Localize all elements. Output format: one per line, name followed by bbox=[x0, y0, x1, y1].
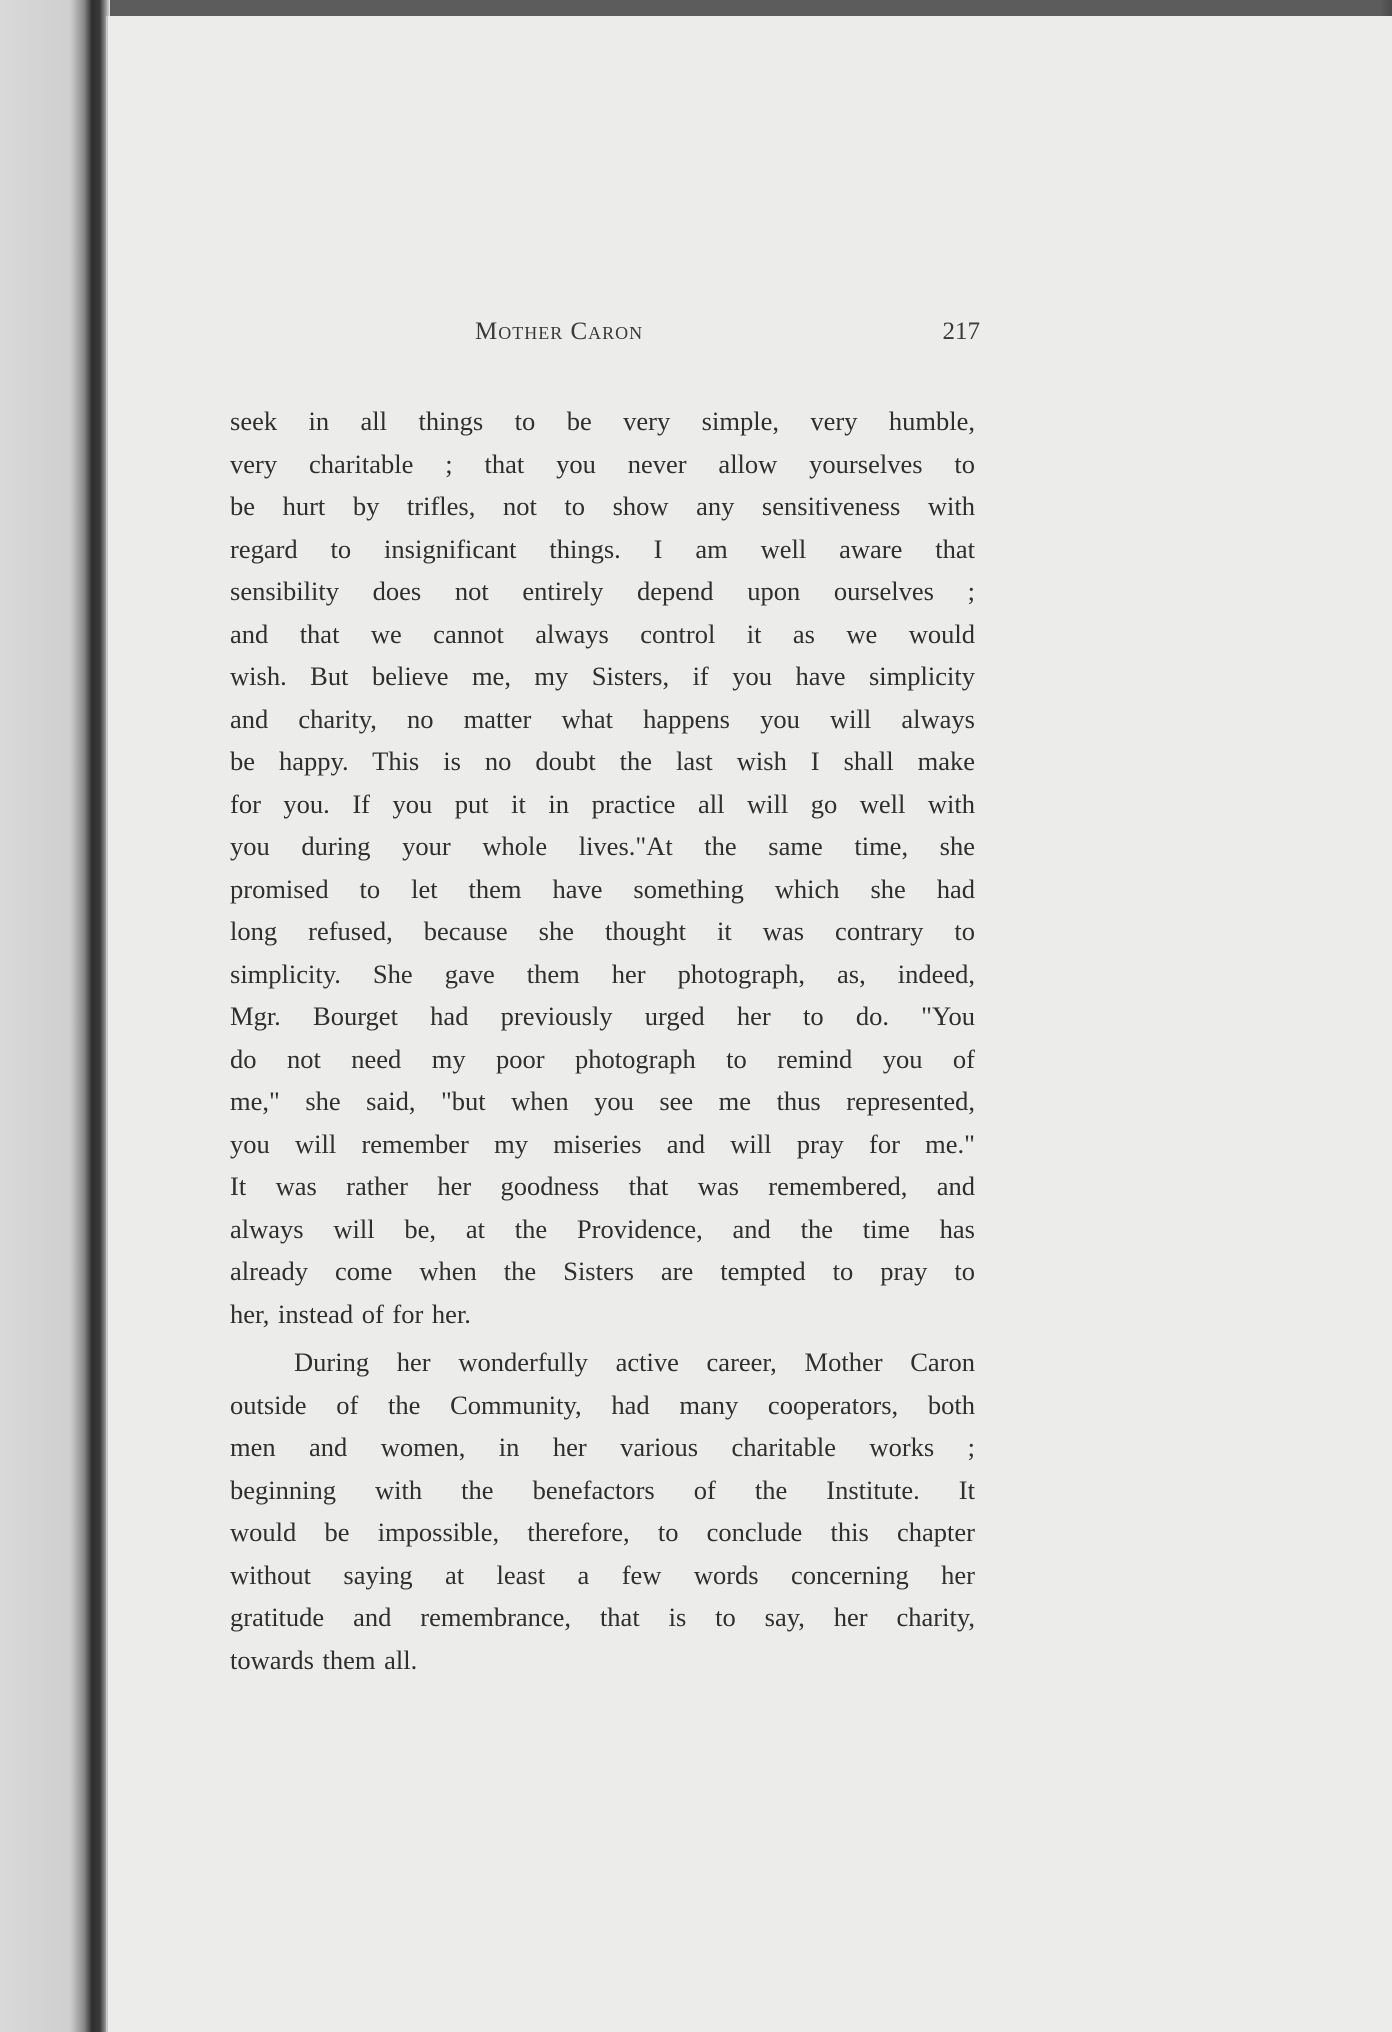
paragraph-1 bbox=[230, 400, 975, 1335]
text-line: for you. If you put it in practice all will go well with bbox=[230, 788, 975, 819]
text-line: seek in all things to be very simple, very humble, bbox=[230, 406, 975, 436]
text-line: you will remember my miseries and will pray for me." bbox=[230, 1128, 975, 1159]
text-line: be happy. This is no doubt the last wish I shall make bbox=[230, 746, 975, 776]
text-line: always will be, at the Providence, and the time has bbox=[230, 1213, 975, 1244]
text-line: her, instead of for her. bbox=[230, 1298, 471, 1329]
text-line: Mgr. Bourget had previously urged her to do. "You bbox=[230, 1001, 975, 1031]
book-spine-edge bbox=[0, 0, 110, 2032]
text-line: and that we cannot always control it as we would bbox=[230, 618, 975, 649]
text-line: be hurt by trifles, not to show any sensitiveness with bbox=[230, 491, 975, 521]
text-line: It was rather her goodness that was remembered, and bbox=[230, 1171, 975, 1201]
text-line: and charity, no matter what happens you will always bbox=[230, 703, 975, 734]
running-title: Mother Caron bbox=[475, 318, 644, 345]
text-line: already come when the Sisters are tempted to pray to bbox=[230, 1256, 975, 1286]
page-number: 217 bbox=[942, 318, 980, 345]
text-line: simplicity. She gave them her photograph, as, indeed, bbox=[230, 958, 975, 989]
text-line: outside of the Community, had many cooperators, both bbox=[230, 1389, 975, 1420]
text-line: would be impossible, therefore, to conclude this chapter bbox=[230, 1517, 975, 1547]
text-line: gratitude and remembrance, that is to say, her charity, bbox=[230, 1602, 975, 1632]
text-line: very charitable ; that you never allow yourselves to bbox=[230, 448, 975, 479]
text-line: without saying at least a few words concerning her bbox=[230, 1559, 975, 1590]
text-line: regard to insignificant things. I am well aware that bbox=[230, 533, 975, 564]
text-line: sensibility does not entirely depend upon ourselves ; bbox=[230, 576, 975, 606]
text-line: promised to let them have something which she had bbox=[230, 873, 975, 904]
text-line: long refused, because she thought it was contrary to bbox=[230, 916, 975, 946]
text-line: do not need my poor photograph to remind you of bbox=[230, 1043, 975, 1074]
text-line: towards them all. bbox=[230, 1644, 418, 1675]
body-text bbox=[230, 400, 975, 1681]
text-line: me," she said, "but when you see me thus represented, bbox=[230, 1086, 975, 1116]
text-line: beginning with the benefactors of the Institute. It bbox=[230, 1474, 975, 1505]
running-head bbox=[230, 318, 980, 358]
text-line: you during your whole lives."At the same time, she bbox=[230, 831, 975, 861]
paragraph-2 bbox=[230, 1341, 975, 1681]
text-line: men and women, in her various charitable works ; bbox=[230, 1432, 975, 1462]
text-line: During her wonderfully active career, Mother Caron bbox=[294, 1347, 975, 1377]
text-line: wish. But believe me, my Sisters, if you have simplicity bbox=[230, 661, 975, 691]
